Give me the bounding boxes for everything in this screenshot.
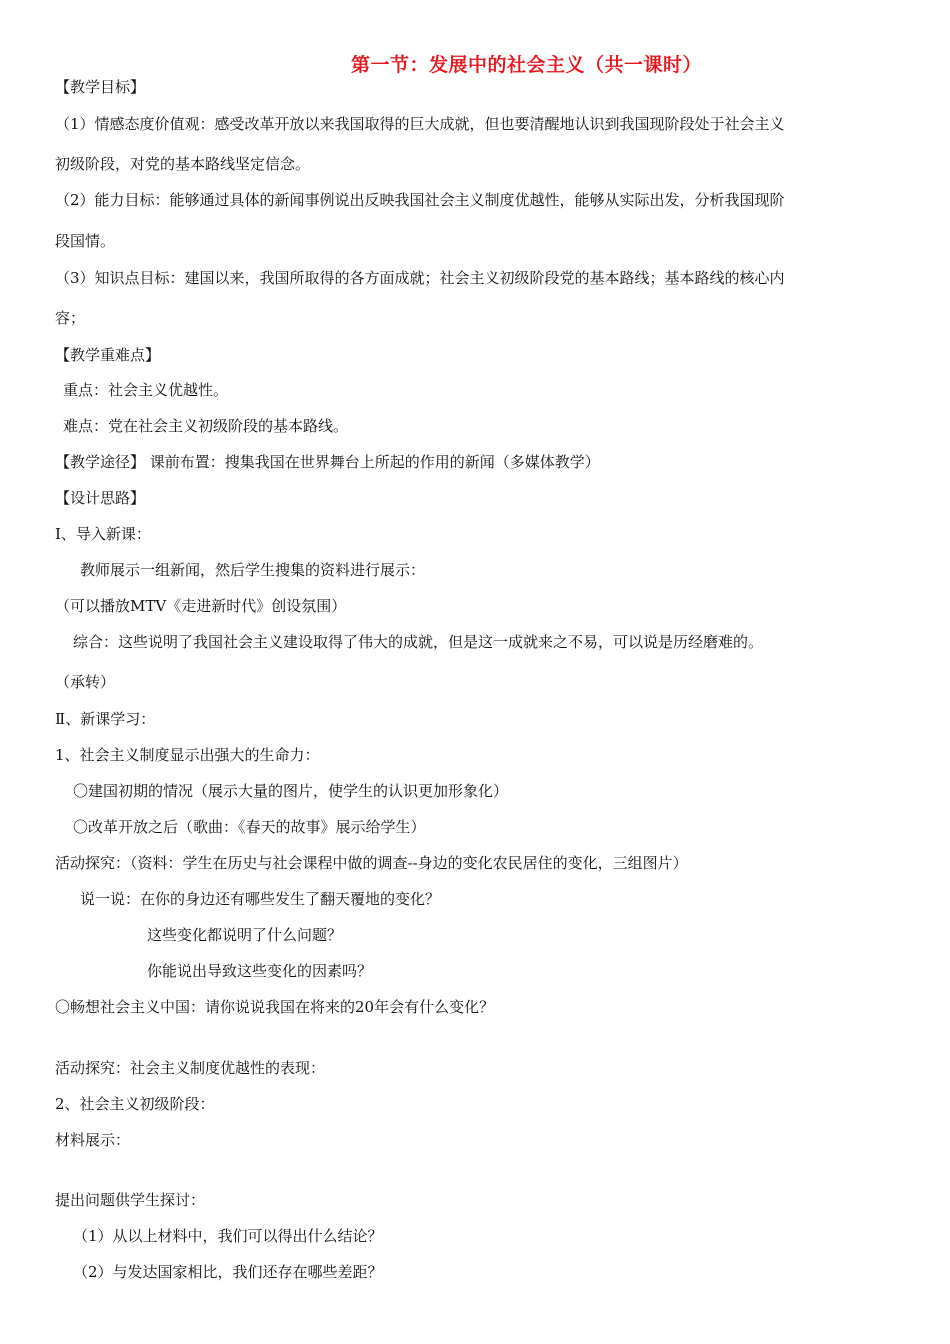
paragraph-line: Ⅱ、新课学习： bbox=[55, 710, 156, 728]
paragraph-line: 活动探究：（资料：学生在历史与社会课程中做的调查--身边的变化农民居住的变化，三组图片） bbox=[55, 854, 688, 872]
paragraph-line: 综合：这些说明了我国社会主义建设取得了伟大的成就，但是这一成就来之不易，可以说是历经磨难的。 bbox=[73, 633, 764, 651]
paragraph-line: （1）从以上材料中，我们可以得出什么结论？ bbox=[73, 1227, 383, 1245]
page-title: 第一节：发展中的社会主义（共一课时） bbox=[351, 54, 703, 76]
paragraph-line: （3）知识点目标：建国以来，我国所取得的各方面成就；社会主义初级阶段党的基本路线；基本路线的核心内 bbox=[55, 269, 785, 287]
paragraph-line: 1、社会主义制度显示出强大的生命力： bbox=[55, 746, 320, 764]
paragraph-line: 〇畅想社会主义中国：请你说说我国在将来的20年会有什么变化？ bbox=[55, 998, 495, 1016]
paragraph-line: （2）与发达国家相比，我们还存在哪些差距？ bbox=[73, 1263, 383, 1281]
paragraph-line: 2、社会主义初级阶段： bbox=[55, 1095, 215, 1113]
section-heading-approach: 【教学途径】 课前布置：搜集我国在世界舞台上所起的作用的新闻（多媒体教学） bbox=[55, 453, 600, 471]
paragraph-line: （可以播放MTV《走进新时代》创设氛围） bbox=[55, 597, 347, 615]
paragraph-line: 这些变化都说明了什么问题？ bbox=[147, 926, 343, 944]
paragraph-line: 材料展示： bbox=[55, 1131, 131, 1149]
paragraph-line: 初级阶段，对党的基本路线坚定信念。 bbox=[55, 155, 311, 173]
paragraph-line: （2）能力目标：能够通过具体的新闻事例说出反映我国社会主义制度优越性，能够从实际出发，分析我国现阶 bbox=[55, 191, 785, 209]
paragraph-line: 教师展示一组新闻，然后学生搜集的资料进行展示： bbox=[80, 561, 426, 579]
paragraph-line: 活动探究：社会主义制度优越性的表现： bbox=[55, 1059, 326, 1077]
section-heading-key-points: 【教学重难点】 bbox=[55, 346, 161, 364]
paragraph-line: 段国情。 bbox=[55, 232, 116, 250]
paragraph-line: 提出问题供学生探讨： bbox=[55, 1191, 206, 1209]
paragraph-line: （承转） bbox=[55, 673, 116, 691]
section-heading-design: 【设计思路】 bbox=[55, 489, 146, 507]
paragraph-line: 说一说：在你的身边还有哪些发生了翻天覆地的变化？ bbox=[80, 890, 441, 908]
paragraph-line: Ⅰ、导入新课： bbox=[55, 525, 151, 543]
paragraph-line: （1）情感态度价值观：感受改革开放以来我国取得的巨大成就，但也要清醒地认识到我国现阶段处于社会主义 bbox=[55, 115, 785, 133]
section-heading-goals: 【教学目标】 bbox=[55, 78, 146, 96]
paragraph-line: 〇改革开放之后（歌曲：《春天的故事》展示给学生） bbox=[73, 818, 426, 836]
paragraph-line: 你能说出导致这些变化的因素吗？ bbox=[147, 962, 373, 980]
paragraph-line: 容； bbox=[55, 309, 86, 327]
paragraph-line: 难点：党在社会主义初级阶段的基本路线。 bbox=[63, 417, 349, 435]
paragraph-line: 重点：社会主义优越性。 bbox=[63, 381, 229, 399]
paragraph-line: 〇建国初期的情况（展示大量的图片，使学生的认识更加形象化） bbox=[73, 782, 509, 800]
